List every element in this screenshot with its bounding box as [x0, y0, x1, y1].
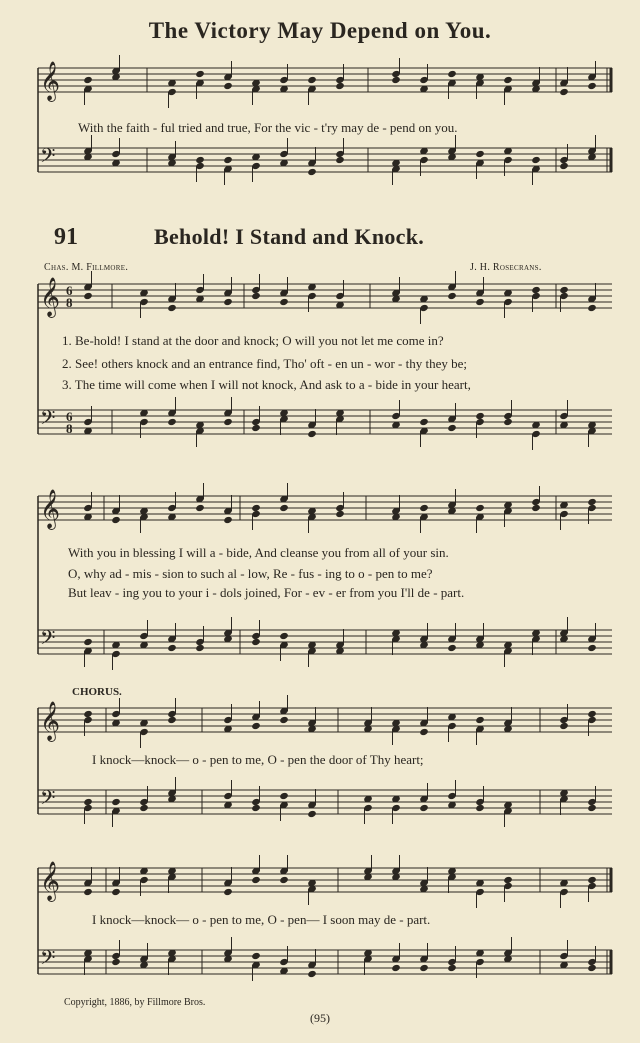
- system-1-note-head: [503, 418, 513, 426]
- system-1-note-head: [167, 304, 177, 312]
- system-1-note-head: [587, 304, 597, 312]
- system-4-note-head: [111, 958, 121, 966]
- verse-2-line-2: O, why ad - mis - sion to such al - low, Re - fus - ing to o - pen to me?: [68, 566, 433, 581]
- author-credit: J. H. Rosecrans.: [470, 262, 542, 273]
- system-top-note-head: [223, 82, 233, 90]
- system-top-note-head: [503, 76, 513, 84]
- system-1-note-head: [307, 430, 317, 438]
- time-signature-bottom: 8: [66, 421, 73, 436]
- system-3-note-head: [419, 804, 429, 812]
- system-1-note-head: [83, 292, 93, 300]
- system-1-note-head: [251, 424, 261, 432]
- system-1-note-head: [447, 292, 457, 300]
- system-3-treble-treble-clef: 𝄞: [40, 701, 61, 741]
- system-top-note-head: [335, 156, 345, 164]
- system-4-note-head: [391, 964, 401, 972]
- verse-1-line-2: With you in blessing I will a - bide, And cleanse you from all of your sin.: [68, 545, 449, 560]
- system-3-note-head: [279, 716, 289, 724]
- system-1-note-head: [475, 298, 485, 306]
- system-top-note-head: [223, 156, 233, 164]
- system-3-note-head: [251, 804, 261, 812]
- system-3-note-head: [475, 716, 485, 724]
- system-3-note-head: [251, 722, 261, 730]
- verse-2-line-1: 2. See! others knock and an entrance find, Tho' oft - en un - wor - thy they be;: [62, 356, 467, 371]
- system-4-note-head: [83, 888, 93, 896]
- system-4-note-head: [251, 876, 261, 884]
- system-3-note-head: [587, 804, 597, 812]
- system-1-note-head: [167, 418, 177, 426]
- time-signature-bottom: 8: [66, 295, 73, 310]
- system-2-treble-treble-clef: 𝄞: [40, 489, 61, 529]
- chorus-line-1: I knock—knock— o - pen to me, O - pen the door of Thy heart;: [92, 752, 424, 767]
- system-2-note-head: [223, 516, 233, 524]
- system-top-note-head: [447, 70, 457, 78]
- system-2-note-head: [167, 644, 177, 652]
- system-4-note-head: [307, 970, 317, 978]
- system-1-note-head: [419, 418, 429, 426]
- composer-credit: Chas. M. Fillmore.: [44, 262, 129, 273]
- system-1-note-head: [279, 298, 289, 306]
- system-4-bass-bass-clef: 𝄢: [40, 946, 56, 974]
- system-1-bass-bass-clef: 𝄢: [40, 406, 56, 434]
- system-top-note-head: [559, 88, 569, 96]
- system-4-note-head: [447, 964, 457, 972]
- system-1-note-head: [223, 298, 233, 306]
- system-2-note-head: [447, 644, 457, 652]
- chorus-label: CHORUS.: [72, 686, 122, 698]
- system-top-note-head: [83, 76, 93, 84]
- system-1-note-head: [447, 424, 457, 432]
- system-3-note-head: [139, 804, 149, 812]
- system-top-note-head: [307, 168, 317, 176]
- verse-3-line-2: But leav - ing you to your i - dols joined, For - ev - er from you I'll de - part.: [68, 585, 465, 600]
- system-top-treble-treble-clef: 𝄞: [40, 61, 61, 101]
- system-3-note-head: [279, 792, 289, 800]
- system-top-note-head: [307, 76, 317, 84]
- system-top-note-head: [335, 82, 345, 90]
- system-4-note-head: [279, 876, 289, 884]
- top-piece-title: The Victory May Depend on You.: [148, 18, 492, 43]
- system-3-note-head: [307, 810, 317, 818]
- system-top-note-head: [391, 76, 401, 84]
- system-3-bass-bass-clef: 𝄢: [40, 786, 56, 814]
- hymn-number: 91: [54, 224, 78, 250]
- system-top-bass-bass-clef: 𝄢: [40, 144, 56, 172]
- system-2-note-head: [475, 504, 485, 512]
- time-signature-top: 6: [66, 409, 73, 424]
- system-3-note-head: [419, 728, 429, 736]
- system-2-note-head: [195, 504, 205, 512]
- copyright-notice: Copyright, 1886, by Fillmore Bros.: [64, 997, 206, 1008]
- system-2-note-head: [279, 632, 289, 640]
- system-3-note-head: [111, 798, 121, 806]
- hymn-title: Behold! I Stand and Knock.: [154, 224, 425, 249]
- system-2-note-head: [531, 504, 541, 512]
- system-top-note-head: [475, 150, 485, 158]
- system-1-treble-treble-clef: 𝄞: [40, 277, 61, 317]
- verse-1-line-1: 1. Be-hold! I stand at the door and knock; O will you not let me come in?: [62, 333, 444, 348]
- system-2-note-head: [587, 644, 597, 652]
- system-3-note-head: [167, 716, 177, 724]
- system-2-bass-bass-clef: 𝄢: [40, 626, 56, 654]
- system-4-note-head: [223, 888, 233, 896]
- time-signature-top: 6: [66, 283, 73, 298]
- system-top-note-head: [531, 156, 541, 164]
- system-2-note-head: [195, 644, 205, 652]
- system-2-note-head: [111, 516, 121, 524]
- chorus-line-2: I knock—knock— o - pen to me, O - pen— I soon may de - part.: [92, 912, 431, 927]
- system-top-note-head: [587, 82, 597, 90]
- system-3-note-head: [475, 804, 485, 812]
- page-number: (95): [310, 1011, 330, 1025]
- system-1-note-head: [251, 292, 261, 300]
- system-4-note-head: [251, 952, 261, 960]
- verse-3-line-1: 3. The time will come when I will not knock, And ask to a - bide in your heart,: [62, 377, 471, 392]
- system-1-note-head: [223, 418, 233, 426]
- system-2-note-head: [335, 510, 345, 518]
- system-2-note-head: [419, 504, 429, 512]
- system-4-note-head: [111, 888, 121, 896]
- system-top-note-head: [559, 162, 569, 170]
- system-2-note-head: [279, 504, 289, 512]
- system-4-note-head: [587, 964, 597, 972]
- system-2-note-head: [251, 638, 261, 646]
- system-4-note-head: [419, 964, 429, 972]
- system-2-note-head: [83, 638, 93, 646]
- top-piece-lyric: With the faith - ful tried and true, For the vic - t'ry may de - pend on you.: [78, 120, 458, 135]
- system-top-note-head: [195, 70, 205, 78]
- system-3-note-head: [559, 722, 569, 730]
- system-4-treble-treble-clef: 𝄞: [40, 861, 61, 901]
